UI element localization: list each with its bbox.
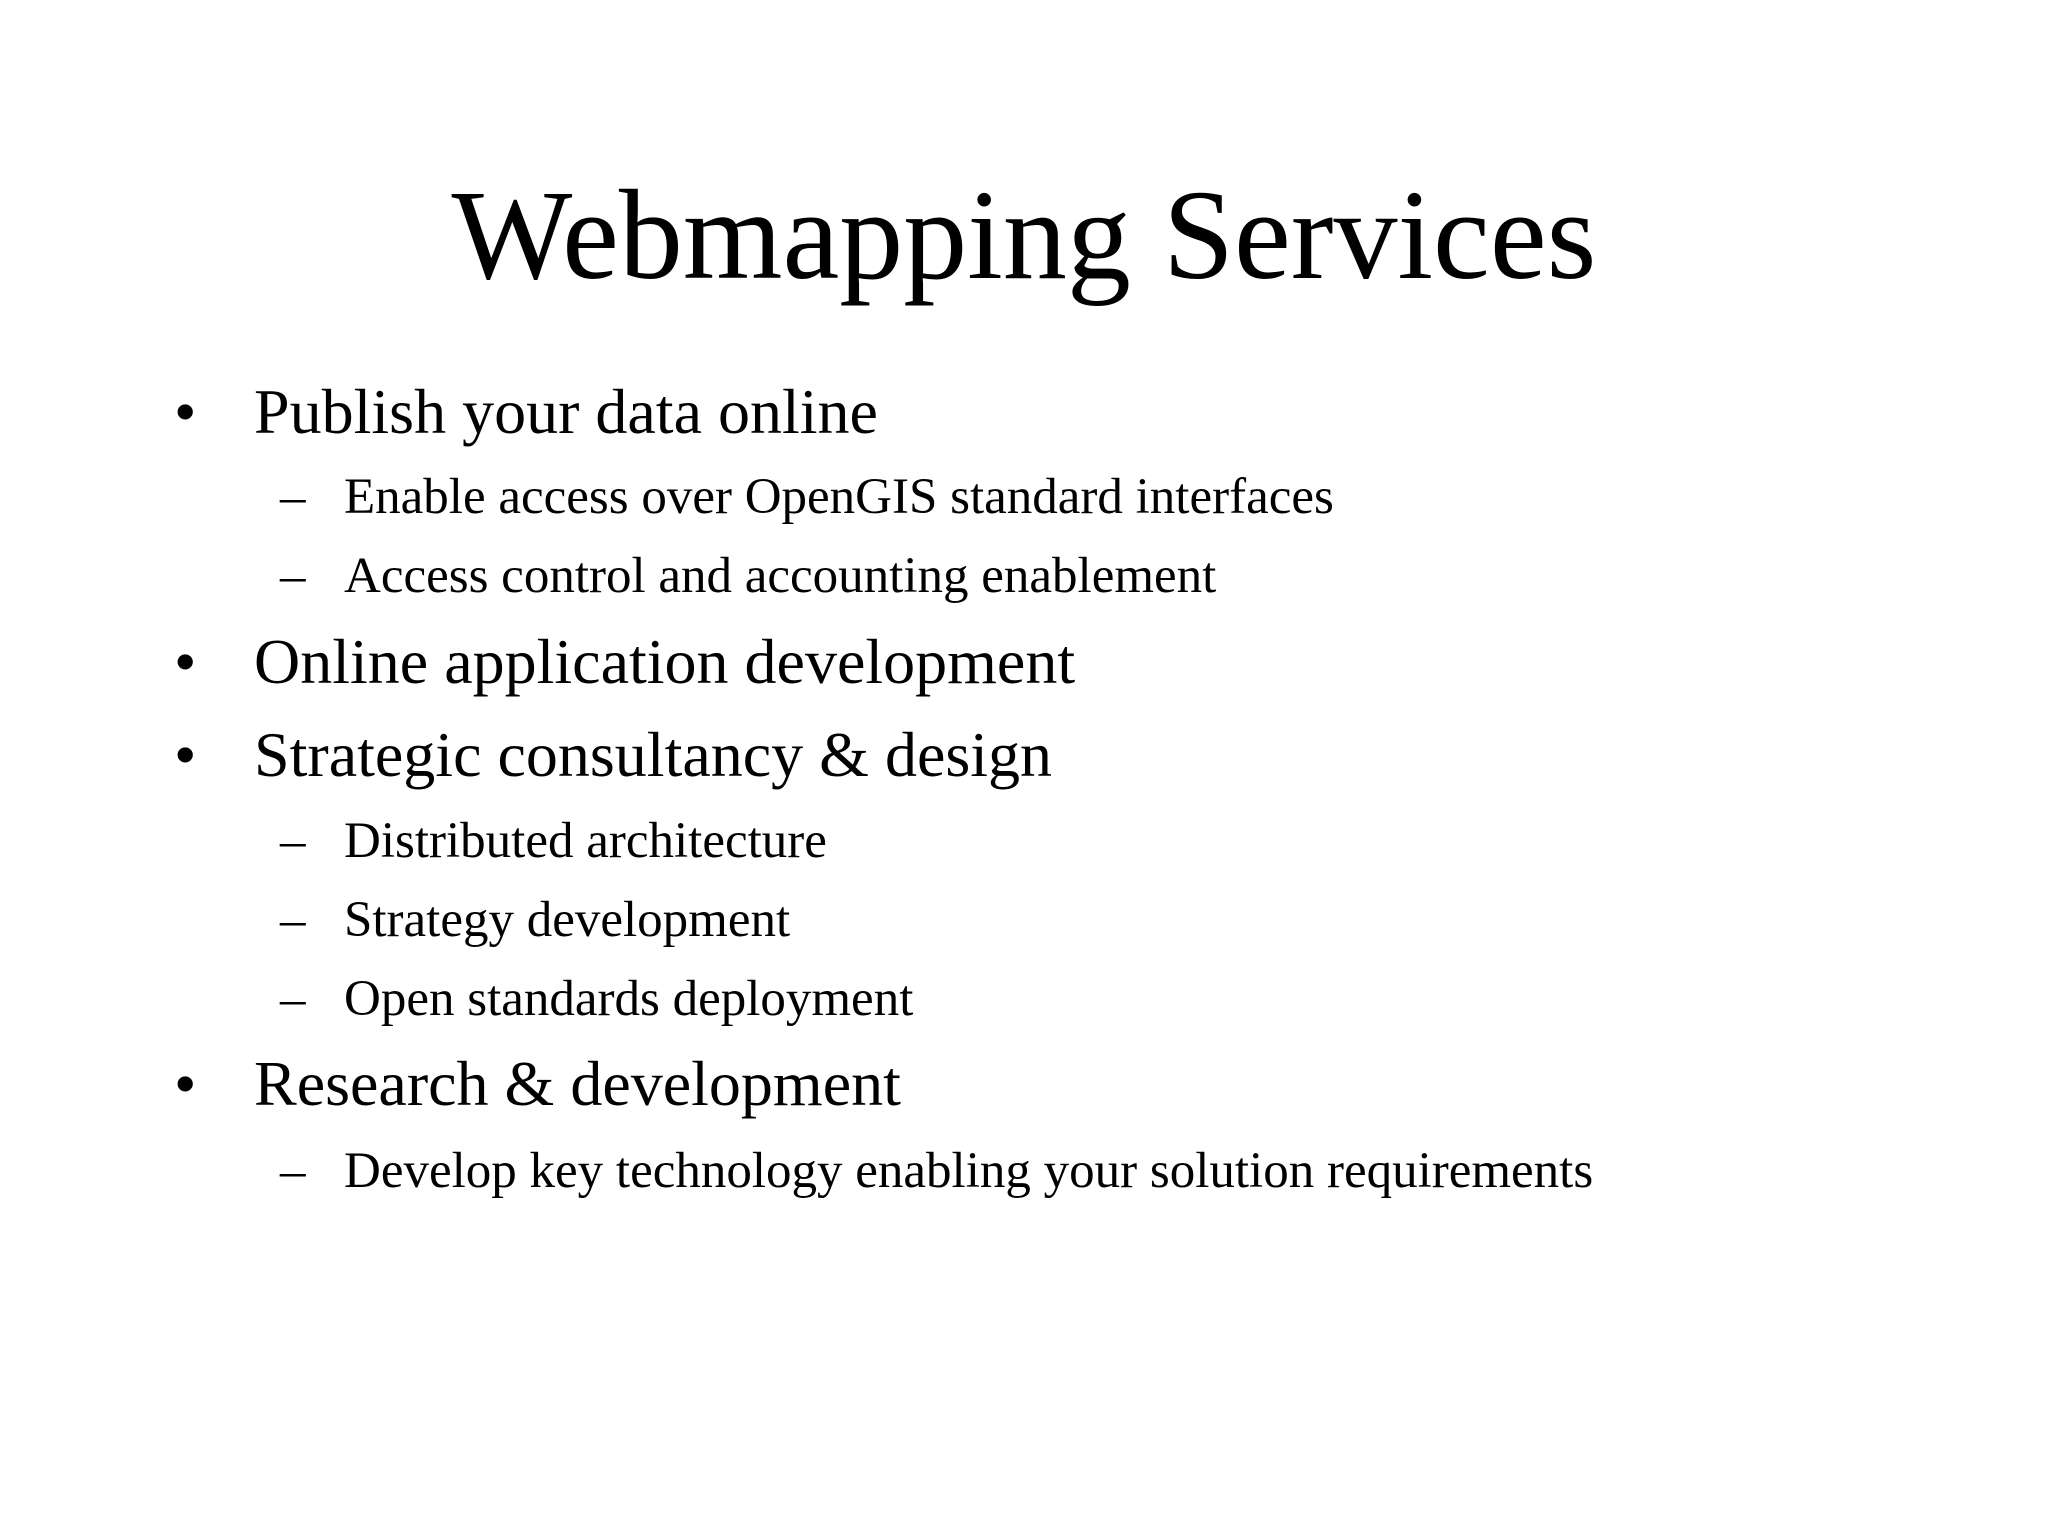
- sub-bullet-mark: –: [280, 892, 306, 948]
- sub-bullet-mark: –: [280, 1143, 306, 1199]
- sub-bullet-mark: –: [280, 469, 306, 525]
- sub-bullet-text: Distributed architecture: [344, 813, 827, 869]
- bullet-text: Strategic consultancy & design: [254, 719, 1053, 790]
- bullet-mark: •: [174, 376, 197, 447]
- sub-bullet-text: Strategy development: [344, 892, 791, 948]
- bullet-text: Online application development: [254, 626, 1076, 697]
- sub-bullet-mark: –: [280, 548, 306, 604]
- bullet-mark: •: [174, 719, 197, 790]
- sub-bullet-text: Develop key technology enabling your solution requirements: [344, 1143, 1594, 1199]
- sub-bullet-mark: –: [280, 971, 306, 1027]
- sub-bullet-text: Enable access over OpenGIS standard interfaces: [344, 469, 1334, 525]
- slide-title: Webmapping Services: [451, 164, 1597, 306]
- bullet-text: Publish your data online: [254, 376, 878, 447]
- sub-bullet-text: Open standards deployment: [344, 971, 914, 1027]
- sub-bullet-mark: –: [280, 813, 306, 869]
- bullet-mark: •: [174, 1048, 197, 1119]
- bullet-text: Research & development: [254, 1048, 901, 1119]
- sub-bullet-text: Access control and accounting enablement: [344, 548, 1217, 604]
- bullet-mark: •: [174, 626, 197, 697]
